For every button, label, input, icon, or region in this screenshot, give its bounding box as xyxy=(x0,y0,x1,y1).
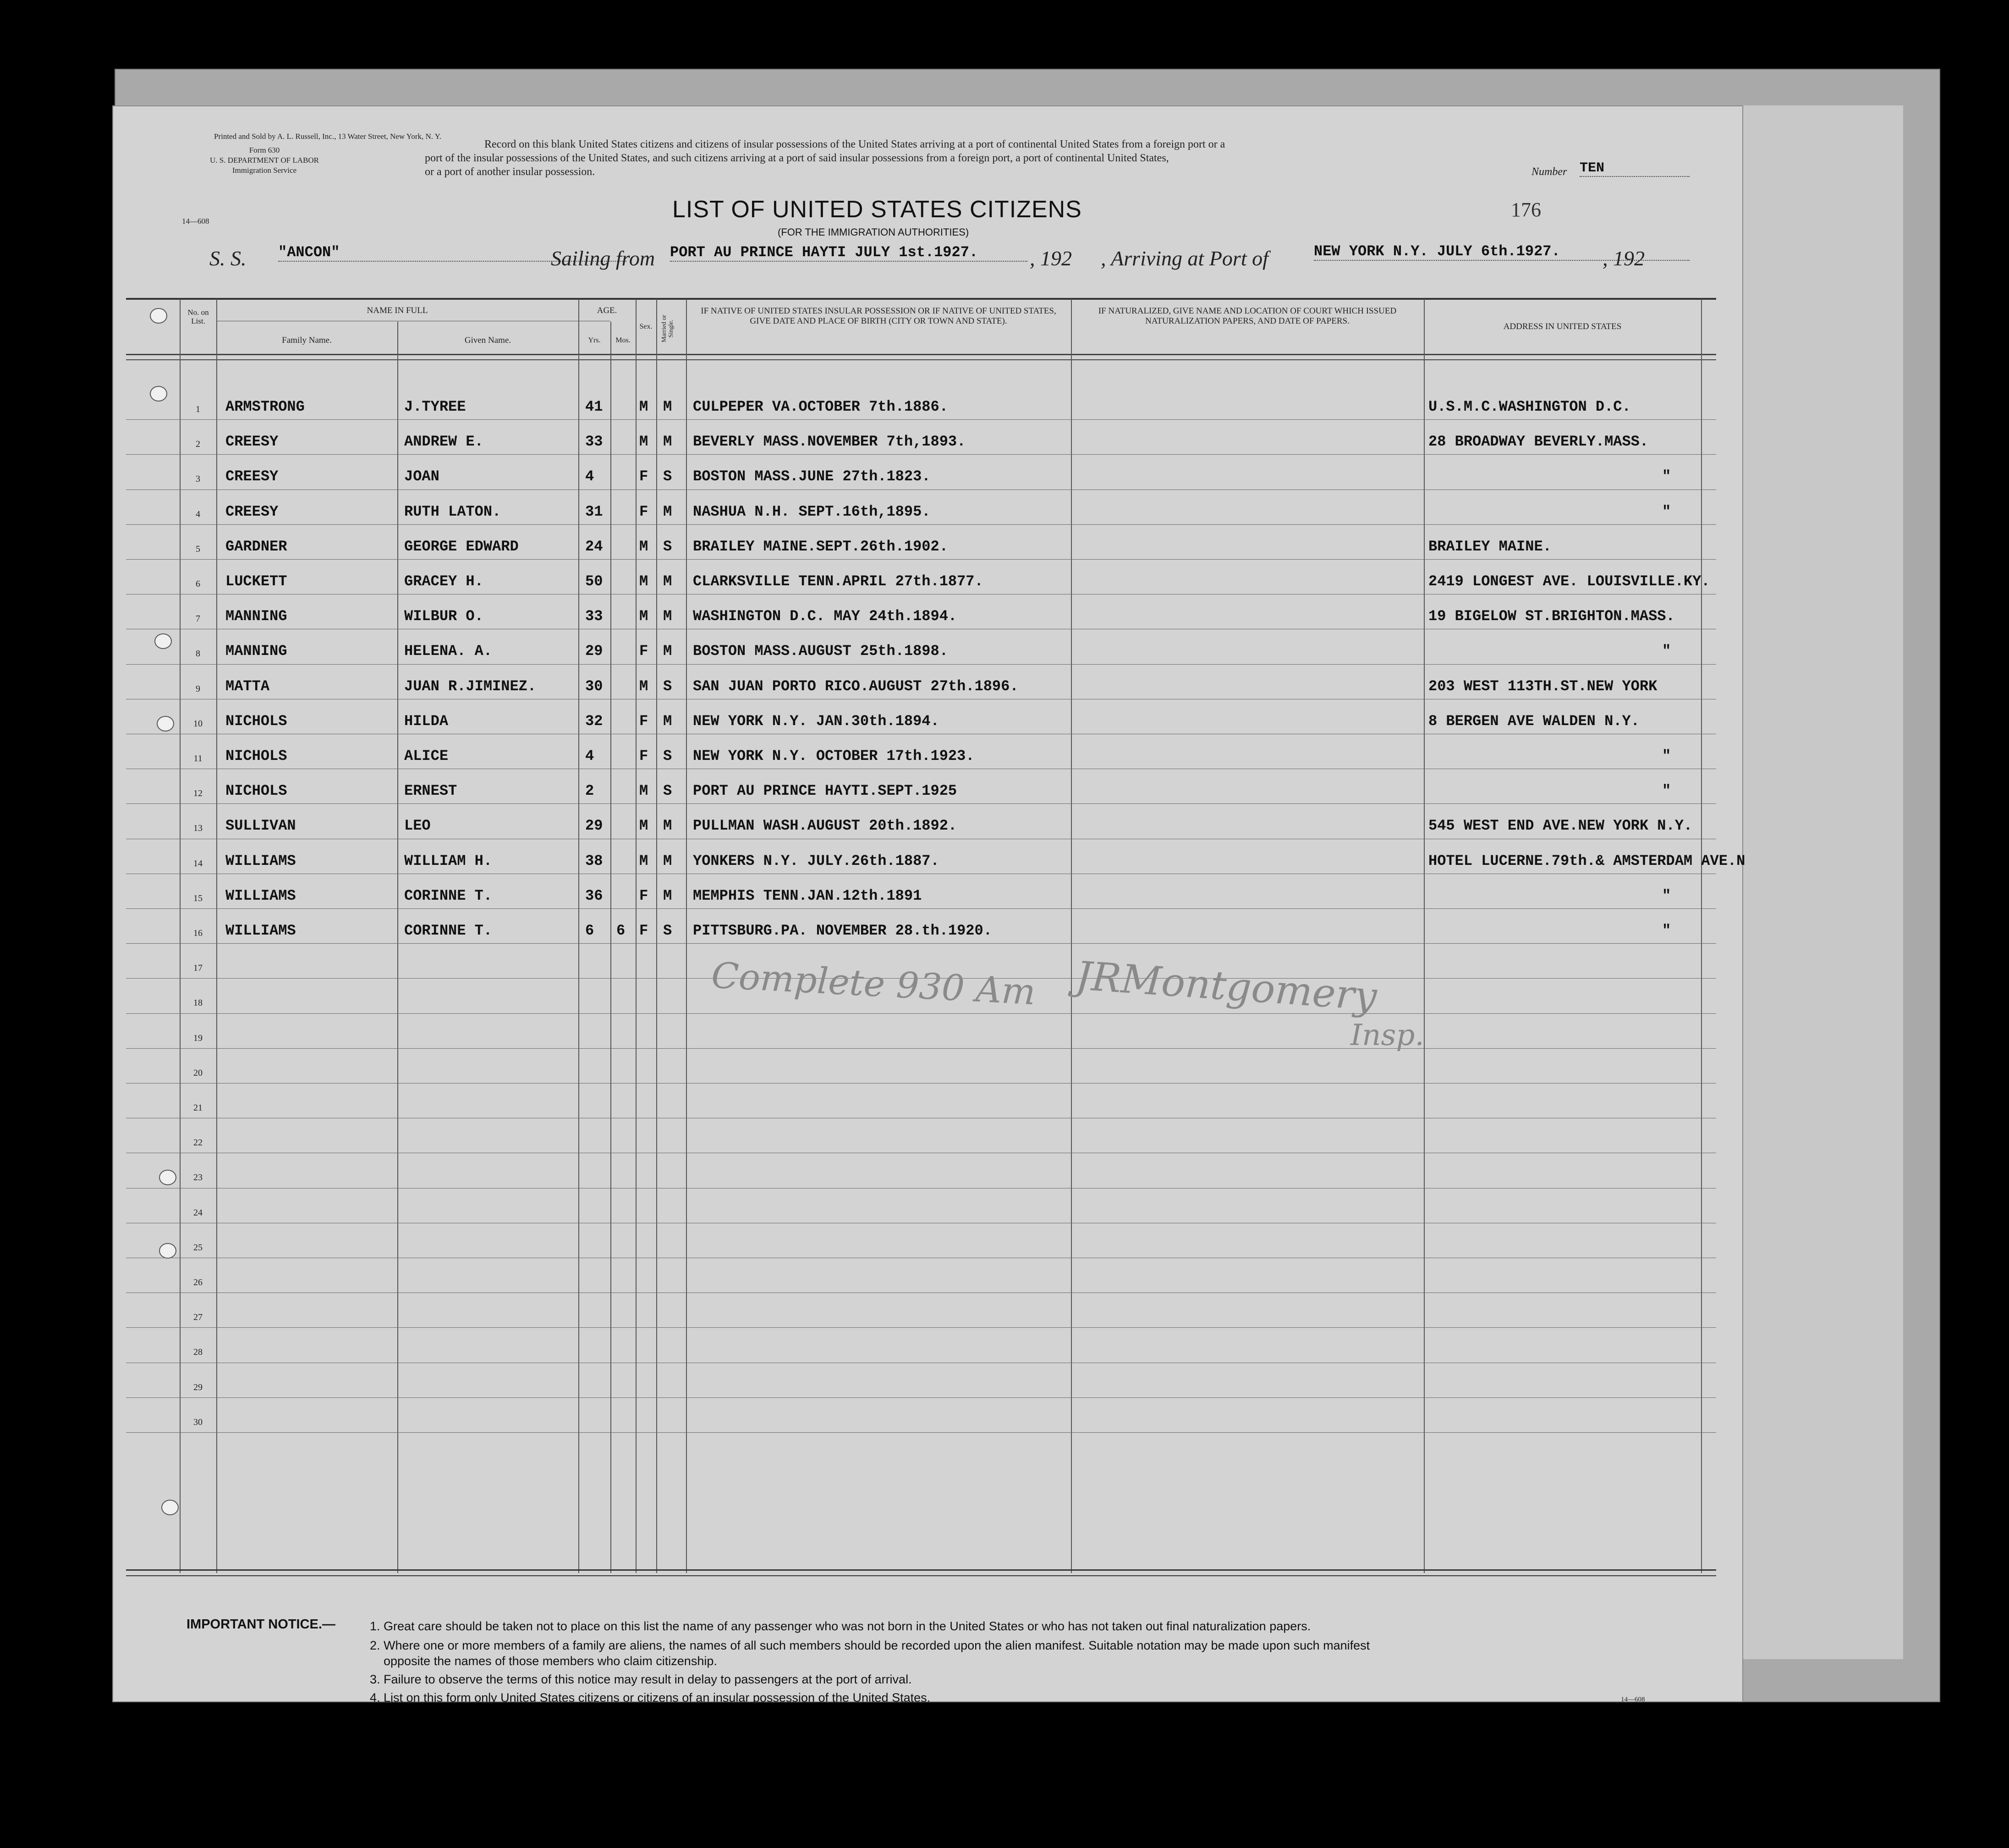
ss-label: S. S. xyxy=(209,247,247,270)
cell-address: HOTEL LUCERNE.79th.& AMSTERDAM AVE.N xyxy=(1428,852,1746,869)
cell-birth: PITTSBURG.PA. NOVEMBER 28.th.1920. xyxy=(693,922,992,939)
cell-given: JOAN xyxy=(404,468,439,485)
col-header-name: NAME IN FULL xyxy=(367,306,428,315)
notice-code: 14—608 xyxy=(1621,1696,1645,1703)
row-number: 1 xyxy=(196,404,200,414)
row-rule xyxy=(126,1083,1716,1084)
row-number: 14 xyxy=(193,858,203,869)
cell-family: MANNING xyxy=(225,608,287,625)
cell-given: LEO xyxy=(404,817,431,835)
row-number: 24 xyxy=(193,1207,203,1218)
column-rule xyxy=(1071,299,1072,1573)
backing-sheet-edge xyxy=(1723,105,1903,1659)
cell-ms: S xyxy=(663,468,672,485)
cell-address: 545 WEST END AVE.NEW YORK N.Y. xyxy=(1428,817,1693,835)
table-bottom-rule xyxy=(126,1569,1716,1571)
row-number: 11 xyxy=(193,754,203,764)
page-title: LIST OF UNITED STATES CITIZENS xyxy=(672,196,1082,223)
cell-birth: MEMPHIS TENN.JAN.12th.1891 xyxy=(693,887,922,904)
cell-yrs: 6 xyxy=(585,922,594,939)
cell-given: J.TYREE xyxy=(404,398,466,415)
column-rule xyxy=(636,299,637,1573)
inspector-signature: JRMontgomery xyxy=(1074,953,1378,1020)
cell-yrs: 24 xyxy=(585,538,603,555)
row-number: 7 xyxy=(196,614,200,624)
row-rule xyxy=(126,1292,1716,1293)
row-number: 20 xyxy=(193,1067,203,1078)
row-number: 25 xyxy=(193,1242,203,1253)
page-stamp: 176 xyxy=(1511,198,1541,221)
cell-family: NICHOLS xyxy=(225,712,287,730)
punch-hole xyxy=(150,308,167,324)
cell-yrs: 38 xyxy=(585,852,603,869)
cell-birth: BEVERLY MASS.NOVEMBER 7th,1893. xyxy=(693,433,966,451)
row-number: 2 xyxy=(196,439,200,450)
cell-yrs: 36 xyxy=(585,887,603,904)
notice-item: opposite the names of those members who claim citizenship. xyxy=(384,1654,717,1668)
cell-ms: M xyxy=(663,643,672,660)
printer-note: Printed and Sold by A. L. Russell, Inc., 13 Water Street, New York, N. Y. xyxy=(214,132,442,141)
row-rule xyxy=(126,1327,1716,1328)
cell-yrs: 29 xyxy=(585,643,603,660)
list-number-value: TEN xyxy=(1580,160,1690,177)
cell-family: MANNING xyxy=(225,643,287,660)
instruction-line: or a port of another insular possession. xyxy=(425,166,595,178)
header-bottom-rule xyxy=(126,359,1716,360)
cell-family: GARDNER xyxy=(225,538,287,555)
form-department: U. S. DEPARTMENT OF LABOR xyxy=(210,156,319,165)
col-header-mos: Mos. xyxy=(615,336,631,344)
cell-ms: M xyxy=(663,503,672,520)
cell-ms: S xyxy=(663,782,672,800)
cell-ms: M xyxy=(663,887,672,904)
notice-items xyxy=(370,1617,1735,1707)
cell-birth: NEW YORK N.Y. OCTOBER 17th.1923. xyxy=(693,748,975,764)
column-rule xyxy=(216,299,217,1573)
row-number: 10 xyxy=(193,718,203,729)
cell-birth: YONKERS N.Y. JULY.26th.1887. xyxy=(693,852,939,869)
cell-yrs: 32 xyxy=(585,712,603,730)
col-header-married: Married or Single. xyxy=(661,314,675,343)
row-rule xyxy=(126,454,1716,455)
manifest-page xyxy=(112,105,1746,1705)
cell-given: WILLIAM H. xyxy=(404,852,493,869)
table-bottom-rule xyxy=(126,1575,1716,1576)
column-rule xyxy=(610,322,611,1573)
sailing-from: PORT AU PRINCE HAYTI JULY 1st.1927. xyxy=(670,244,1027,262)
cell-birth: NEW YORK N.Y. JAN.30th.1894. xyxy=(693,712,939,730)
col-header-given: Given Name. xyxy=(464,336,511,345)
cell-ms: S xyxy=(663,677,672,695)
table-top-rule xyxy=(126,298,1716,300)
punch-hole xyxy=(150,386,167,402)
punch-hole xyxy=(157,716,174,732)
cell-yrs: 2 xyxy=(585,782,594,800)
cell-family: NICHOLS xyxy=(225,748,287,764)
cell-address: 8 BERGEN AVE WALDEN N.Y. xyxy=(1428,712,1640,730)
cell-ms: M xyxy=(663,608,672,625)
cell-sex: M xyxy=(639,677,648,695)
cell-birth: WASHINGTON D.C. MAY 24th.1894. xyxy=(693,608,957,625)
row-number: 28 xyxy=(193,1347,203,1358)
punch-hole xyxy=(161,1500,179,1515)
cell-yrs: 29 xyxy=(585,817,603,835)
punch-hole xyxy=(154,633,172,649)
cell-given: WILBUR O. xyxy=(404,608,483,625)
cell-sex: M xyxy=(639,398,648,415)
cell-given: RUTH LATON. xyxy=(404,503,501,520)
row-rule xyxy=(126,908,1716,909)
cell-yrs: 33 xyxy=(585,433,603,451)
cell-sex: M xyxy=(639,782,648,800)
row-number: 8 xyxy=(196,649,200,659)
cell-given: CORINNE T. xyxy=(404,887,493,904)
cell-ms: M xyxy=(663,573,672,590)
cell-yrs: 4 xyxy=(585,748,594,764)
row-number: 12 xyxy=(193,788,203,799)
row-number: 3 xyxy=(196,474,200,484)
notice-item: 2. Where one or more members of a family are aliens, the names of all such members should be recorded upon the alien manifest. Suitable notation may be made upon such manifest xyxy=(370,1639,1370,1652)
cell-yrs: 30 xyxy=(585,677,603,695)
cell-given: GRACEY H. xyxy=(404,573,483,590)
cell-family: CREESY xyxy=(225,468,279,485)
row-rule xyxy=(126,943,1716,944)
cell-ms: M xyxy=(663,398,672,415)
col-header-address: ADDRESS IN UNITED STATES xyxy=(1503,322,1622,331)
cell-sex: F xyxy=(639,922,648,939)
row-number: 16 xyxy=(193,928,203,938)
row-number: 23 xyxy=(193,1172,203,1183)
cell-sex: F xyxy=(639,503,648,520)
notice-label: IMPORTANT NOTICE.— xyxy=(187,1617,335,1632)
row-number: 22 xyxy=(193,1138,203,1148)
year-label: , 192 xyxy=(1603,247,1645,270)
cell-family: LUCKETT xyxy=(225,573,287,590)
row-number: 4 xyxy=(196,509,200,519)
cell-ms: S xyxy=(663,748,672,764)
cell-family: WILLIAMS xyxy=(225,852,296,869)
cell-ms: M xyxy=(663,433,672,451)
punch-hole xyxy=(159,1170,176,1185)
cell-family: MATTA xyxy=(225,677,270,695)
cell-address: " xyxy=(1662,748,1671,764)
cell-sex: M xyxy=(639,538,648,555)
cell-yrs: 41 xyxy=(585,398,603,415)
inspector-title: Insp. xyxy=(1350,1018,1424,1052)
cell-ms: S xyxy=(663,538,672,555)
cell-birth: PULLMAN WASH.AUGUST 20th.1892. xyxy=(693,817,957,835)
page-subtitle: (FOR THE IMMIGRATION AUTHORITIES) xyxy=(778,226,969,238)
form-service: Immigration Service xyxy=(232,166,297,175)
col-header-family: Family Name. xyxy=(282,336,332,345)
arriving-label: , Arriving at Port of xyxy=(1101,247,1268,270)
cell-address: 203 WEST 113TH.ST.NEW YORK xyxy=(1428,677,1658,695)
arriving-at: NEW YORK N.Y. JULY 6th.1927. xyxy=(1314,243,1690,261)
row-number: 6 xyxy=(196,579,200,589)
cell-address: BRAILEY MAINE. xyxy=(1428,538,1552,555)
cell-family: NICHOLS xyxy=(225,782,287,800)
cell-sex: F xyxy=(639,468,648,485)
cell-given: ERNEST xyxy=(404,782,457,800)
cell-ms: M xyxy=(663,817,672,835)
column-rule xyxy=(1424,299,1425,1573)
form-code: 14—608 xyxy=(182,217,209,226)
col-header-no: No. on List. xyxy=(187,308,209,325)
col-header-naturalized: IF NATURALIZED, GIVE NAME AND LOCATION OF COURT WHICH ISSUED NATURALIZATION PAPERS, AND DATE OF PAPERS. xyxy=(1098,306,1397,326)
row-number: 9 xyxy=(196,683,200,694)
row-number: 26 xyxy=(193,1277,203,1287)
row-rule xyxy=(126,1432,1716,1433)
cell-family: WILLIAMS xyxy=(225,922,296,939)
cell-yrs: 31 xyxy=(585,503,603,520)
cell-sex: M xyxy=(639,852,648,869)
col-header-age: AGE. xyxy=(597,306,617,315)
cell-sex: M xyxy=(639,433,648,451)
cell-ms: M xyxy=(663,852,672,869)
col-header-yrs: Yrs. xyxy=(588,336,601,344)
row-number: 30 xyxy=(193,1417,203,1427)
cell-given: HILDA xyxy=(404,712,449,730)
cell-given: ALICE xyxy=(404,748,449,764)
cell-address: 28 BROADWAY BEVERLY.MASS. xyxy=(1428,433,1649,451)
cell-family: WILLIAMS xyxy=(225,887,296,904)
row-number: 19 xyxy=(193,1033,203,1043)
row-rule xyxy=(126,1397,1716,1398)
year-label: , 192 xyxy=(1030,247,1072,270)
cell-mos: 6 xyxy=(616,922,626,939)
sailing-label: Sailing from xyxy=(551,247,655,270)
cell-birth: CLARKSVILLE TENN.APRIL 27th.1877. xyxy=(693,573,983,590)
column-rule xyxy=(1701,299,1702,1573)
cell-sex: M xyxy=(639,817,648,835)
cell-given: JUAN R.JIMINEZ. xyxy=(404,677,537,695)
column-rule xyxy=(397,322,398,1573)
cell-given: CORINNE T. xyxy=(404,922,493,939)
cell-birth: CULPEPER VA.OCTOBER 7th.1886. xyxy=(693,398,948,415)
cell-family: ARMSTRONG xyxy=(225,398,305,415)
cell-yrs: 33 xyxy=(585,608,603,625)
cell-address: U.S.M.C.WASHINGTON D.C. xyxy=(1428,398,1631,415)
completion-note: Complete 930 Am xyxy=(710,955,1037,1013)
row-number: 13 xyxy=(193,823,203,834)
row-rule xyxy=(126,559,1716,560)
cell-address: " xyxy=(1662,782,1671,800)
row-number: 21 xyxy=(193,1103,203,1113)
cell-address: 2419 LONGEST AVE. LOUISVILLE.KY. xyxy=(1428,573,1710,590)
row-number: 15 xyxy=(193,893,203,903)
cell-family: SULLIVAN xyxy=(225,817,296,835)
cell-sex: M xyxy=(639,608,648,625)
cell-address: " xyxy=(1662,643,1671,660)
cell-ms: S xyxy=(663,922,672,939)
cell-given: ANDREW E. xyxy=(404,433,483,451)
cell-family: CREESY xyxy=(225,433,279,451)
punch-hole xyxy=(159,1243,176,1259)
cell-address: " xyxy=(1662,887,1671,904)
cell-sex: F xyxy=(639,643,648,660)
cell-address: " xyxy=(1662,503,1671,520)
cell-birth: BRAILEY MAINE.SEPT.26th.1902. xyxy=(693,538,948,555)
cell-sex: M xyxy=(639,573,648,590)
ship-name: "ANCON" xyxy=(278,244,626,262)
row-rule xyxy=(126,1048,1716,1049)
instruction-line: port of the insular possessions of the United States, and such citizens arriving at a port of said insular possessions from a foreign port, a port of continental United States, xyxy=(425,152,1169,164)
cell-birth: NASHUA N.H. SEPT.16th,1895. xyxy=(693,503,931,520)
cell-address: 19 BIGELOW ST.BRIGHTON.MASS. xyxy=(1428,608,1675,625)
cell-address: " xyxy=(1662,922,1671,939)
row-number: 5 xyxy=(196,544,200,554)
cell-sex: F xyxy=(639,748,648,764)
column-rule xyxy=(578,299,579,1573)
row-number: 17 xyxy=(193,963,203,974)
col-header-native: IF NATIVE OF UNITED STATES INSULAR POSSESSION OR IF NATIVE OF UNITED STATES, GIVE DATE AND PLACE OF BIRTH (CITY OR TOWN AND STATE). xyxy=(701,306,1056,326)
cell-sex: F xyxy=(639,887,648,904)
notice-item: 3. Failure to observe the terms of this notice may result in delay to passengers at the port of arrival. xyxy=(370,1672,912,1686)
row-rule xyxy=(126,803,1716,804)
row-number: 29 xyxy=(193,1382,203,1392)
cell-birth: BOSTON MASS.JUNE 27th.1823. xyxy=(693,468,931,485)
cell-ms: M xyxy=(663,712,672,730)
row-rule xyxy=(126,664,1716,665)
column-rule xyxy=(656,299,657,1573)
form-number: Form 630 xyxy=(249,146,280,154)
column-rule xyxy=(686,299,687,1573)
header-bottom-rule xyxy=(126,354,1716,355)
cell-birth: BOSTON MASS.AUGUST 25th.1898. xyxy=(693,643,948,660)
cell-address: " xyxy=(1662,468,1671,485)
notice-item: 1. Great care should be taken not to place on this list the name of any passenger who was not born in the United States or who has not taken out final naturalization papers. xyxy=(370,1619,1311,1633)
instruction-line: Record on this blank United States citizens and citizens of insular possessions of the United States arriving at a port of continental United States from a foreign port or a xyxy=(484,138,1225,150)
row-number: 27 xyxy=(193,1312,203,1323)
cell-given: HELENA. A. xyxy=(404,643,493,660)
cell-yrs: 50 xyxy=(585,573,603,590)
cell-birth: SAN JUAN PORTO RICO.AUGUST 27th.1896. xyxy=(693,677,1019,695)
row-rule xyxy=(126,419,1716,420)
col-header-sex: Sex. xyxy=(639,323,653,330)
cell-given: GEORGE EDWARD xyxy=(404,538,519,555)
row-number: 18 xyxy=(193,998,203,1008)
row-rule xyxy=(126,524,1716,525)
cell-birth: PORT AU PRINCE HAYTI.SEPT.1925 xyxy=(693,782,957,800)
form-block xyxy=(173,145,356,176)
row-rule xyxy=(126,1013,1716,1014)
notice-item: 4. List on this form only United States citizens or citizens of an insular possession of the United States. xyxy=(370,1691,931,1705)
list-number-label: Number xyxy=(1531,166,1567,178)
instructions xyxy=(425,138,1598,179)
cell-yrs: 4 xyxy=(585,468,594,485)
cell-family: CREESY xyxy=(225,503,279,520)
cell-sex: F xyxy=(639,712,648,730)
